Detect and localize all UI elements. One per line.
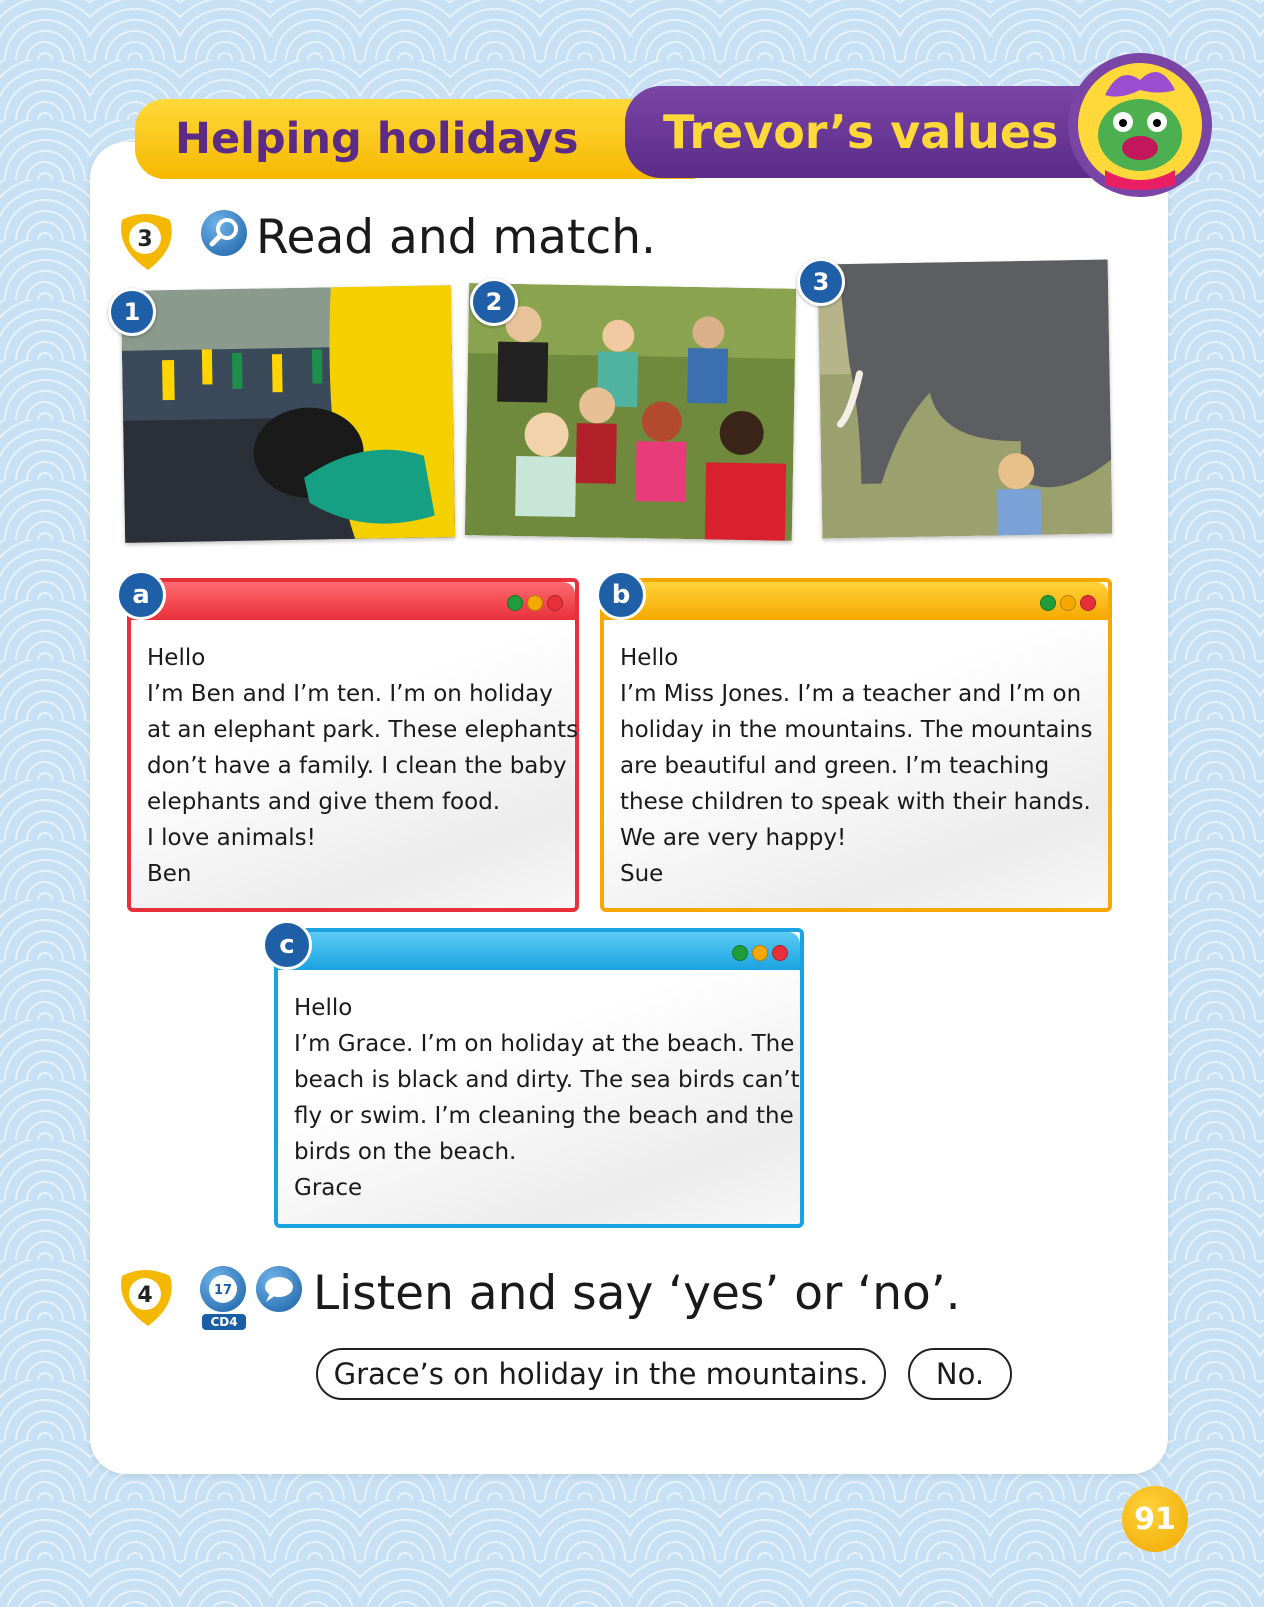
exercise-4-badge [112,1264,178,1330]
page-number: 91 [1122,1486,1188,1552]
message-line: don’t have a family. I clean the baby [147,753,567,779]
magnifier-icon [201,210,247,256]
message-b-title-bar [604,582,1108,620]
photo-2 [465,283,796,541]
green-dot [507,595,523,611]
message-a-text [147,640,579,892]
trevor-mascot-icon [1065,50,1215,200]
message-line: these children to speak with their hands. [620,789,1091,815]
green-dot [732,945,748,961]
exercise-3-number: 3 [137,227,153,252]
message-line: I’m Grace. I’m on holiday at the beach. The [294,1031,795,1057]
window-controls [507,595,563,611]
track-number: 17 [213,1283,233,1298]
message-line: Ben [147,861,192,887]
exercise-4-instruction: Listen and say ‘yes’ or ‘no’. [313,1266,961,1321]
message-c [274,928,804,1228]
message-line: Hello [620,645,679,671]
message-b-text [620,640,1098,892]
message-line: I love animals! [147,825,316,851]
unit-title: Helping holidays [175,114,579,164]
green-dot [1040,595,1056,611]
example-statement: Grace’s on holiday in the mountains. [333,1357,869,1391]
speech-icon [256,1266,302,1312]
photo-1 [121,285,455,543]
exercise-4-number: 4 [137,1283,153,1308]
message-line: We are very happy! [620,825,847,851]
message-line: Hello [294,995,353,1021]
message-c-letter-badge: c [262,920,312,970]
message-b-letter-badge: b [596,570,646,620]
message-c-title-bar [278,932,800,970]
message-a-title-bar [131,582,575,620]
message-line: holiday in the mountains. The mountains [620,717,1093,743]
section-title: Trevor’s values [663,105,1059,159]
red-dot [1080,595,1096,611]
message-a [127,578,579,912]
message-line: birds on the beach. [294,1139,517,1165]
section-title-tab [625,86,1105,178]
exercise-3-badge [112,208,178,274]
photo-2-number-badge: 2 [470,278,518,326]
message-line: Grace [294,1175,363,1201]
message-b [600,578,1112,912]
window-controls [732,945,788,961]
message-line: fly or swim. I’m cleaning the beach and the [294,1103,794,1129]
message-line: beach is black and dirty. The sea birds can’t [294,1067,800,1093]
exercise-3-instruction: Read and match. [256,210,656,265]
cd-label: CD4 [202,1314,246,1330]
message-line: Sue [620,861,664,887]
example-answer: No. [935,1357,985,1391]
message-line: I’m Miss Jones. I’m a teacher and I’m on [620,681,1082,707]
orange-dot [752,945,768,961]
unit-title-tab [135,99,695,179]
message-line: I’m Ben and I’m ten. I’m on holiday [147,681,553,707]
red-dot [772,945,788,961]
window-controls [1040,595,1096,611]
audio-track-icon[interactable] [200,1266,246,1312]
message-line: at an elephant park. These elephants [147,717,579,743]
message-line: Hello [147,645,206,671]
photo-1-number-badge: 1 [108,288,156,336]
photo-3-number-badge: 3 [797,258,845,306]
message-line: are beautiful and green. I’m teaching [620,753,1050,779]
orange-dot [1060,595,1076,611]
photo-3 [818,259,1113,538]
message-a-letter-badge: a [116,570,166,620]
example-statement-bubble [316,1348,886,1400]
orange-dot [527,595,543,611]
red-dot [547,595,563,611]
message-line: elephants and give them food. [147,789,501,815]
message-c-text [294,990,800,1206]
example-answer-bubble [908,1348,1012,1400]
